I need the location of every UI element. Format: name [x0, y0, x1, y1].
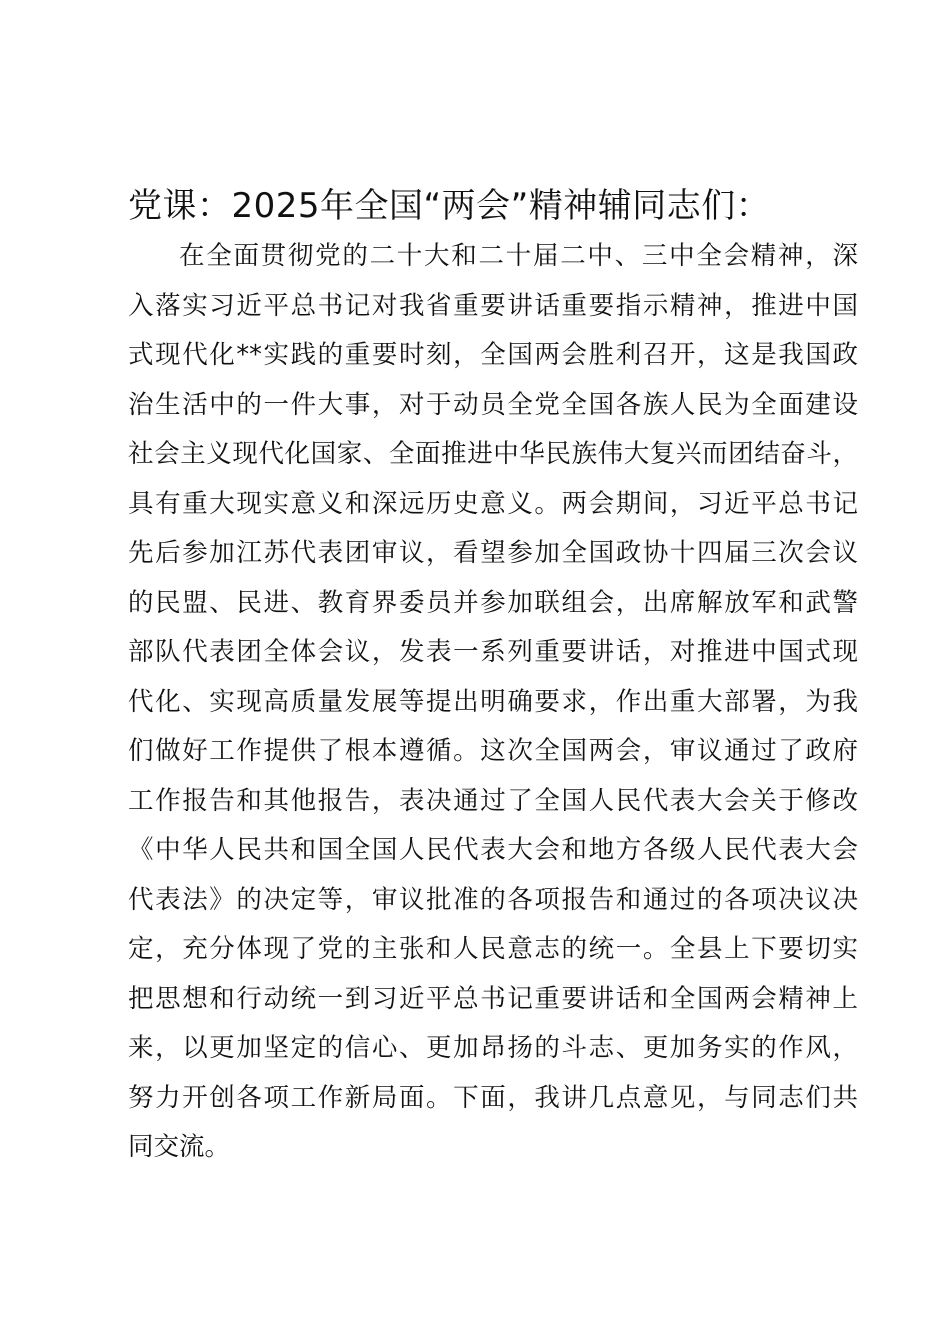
- document-body: [128, 232, 858, 1173]
- paragraph-line: 把思想和行动统一到习近平总书记重要讲话和全国两会精神上: [128, 983, 858, 1014]
- paragraph-line: 在全面贯彻党的二十大和二十届二中、三中全会精神，深: [179, 241, 858, 271]
- paragraph-line: 定，充分体现了党的主张和人民意志的统一。全县上下要切实: [128, 934, 858, 964]
- paragraph-line: 式现代化**实践的重要时刻，全国两会胜利召开，这是我国政: [128, 340, 858, 370]
- paragraph-line: 部队代表团全体会议，发表一系列重要讲话，对推进中国式现: [128, 637, 858, 667]
- paragraph-line: 同交流。: [128, 1132, 231, 1162]
- paragraph-line: 具有重大现实意义和深远历史意义。两会期间，习近平总书记: [128, 488, 858, 519]
- paragraph-line: 来，以更加坚定的信心、更加昂扬的斗志、更加务实的作风，: [128, 1033, 858, 1063]
- paragraph-line: 们做好工作提供了根本遵循。这次全国两会，审议通过了政府: [128, 736, 858, 766]
- paragraph-line: 代化、实现高质量发展等提出明确要求，作出重大部署，为我: [128, 686, 858, 717]
- paragraph-line: 治生活中的一件大事，对于动员全党全国各族人民为全面建设: [128, 389, 858, 420]
- paragraph-line: 的民盟、民进、教育界委员并参加联组会，出席解放军和武警: [128, 587, 858, 618]
- paragraph-line: 《中华人民共和国全国人民代表大会和地方各级人民代表大会: [128, 835, 858, 865]
- paragraph-line: 先后参加江苏代表团审议，看望参加全国政协十四届三次会议: [128, 538, 858, 568]
- paragraph-line: 代表法》的决定等，审议批准的各项报告和通过的各项决议决: [128, 884, 858, 915]
- paragraph-line: 社会主义现代化国家、全面推进中华民族伟大复兴而团结奋斗，: [128, 439, 858, 469]
- paragraph-line: 入落实习近平总书记对我省重要讲话重要指示精神，推进中国: [128, 290, 858, 321]
- document-title: 党课：2025年全国“两会”精神辅同志们：: [128, 186, 771, 226]
- paragraph-line: 工作报告和其他报告，表决通过了全国人民代表大会关于修改: [128, 785, 858, 816]
- paragraph-line: 努力开创各项工作新局面。下面，我讲几点意见，与同志们共: [128, 1082, 858, 1113]
